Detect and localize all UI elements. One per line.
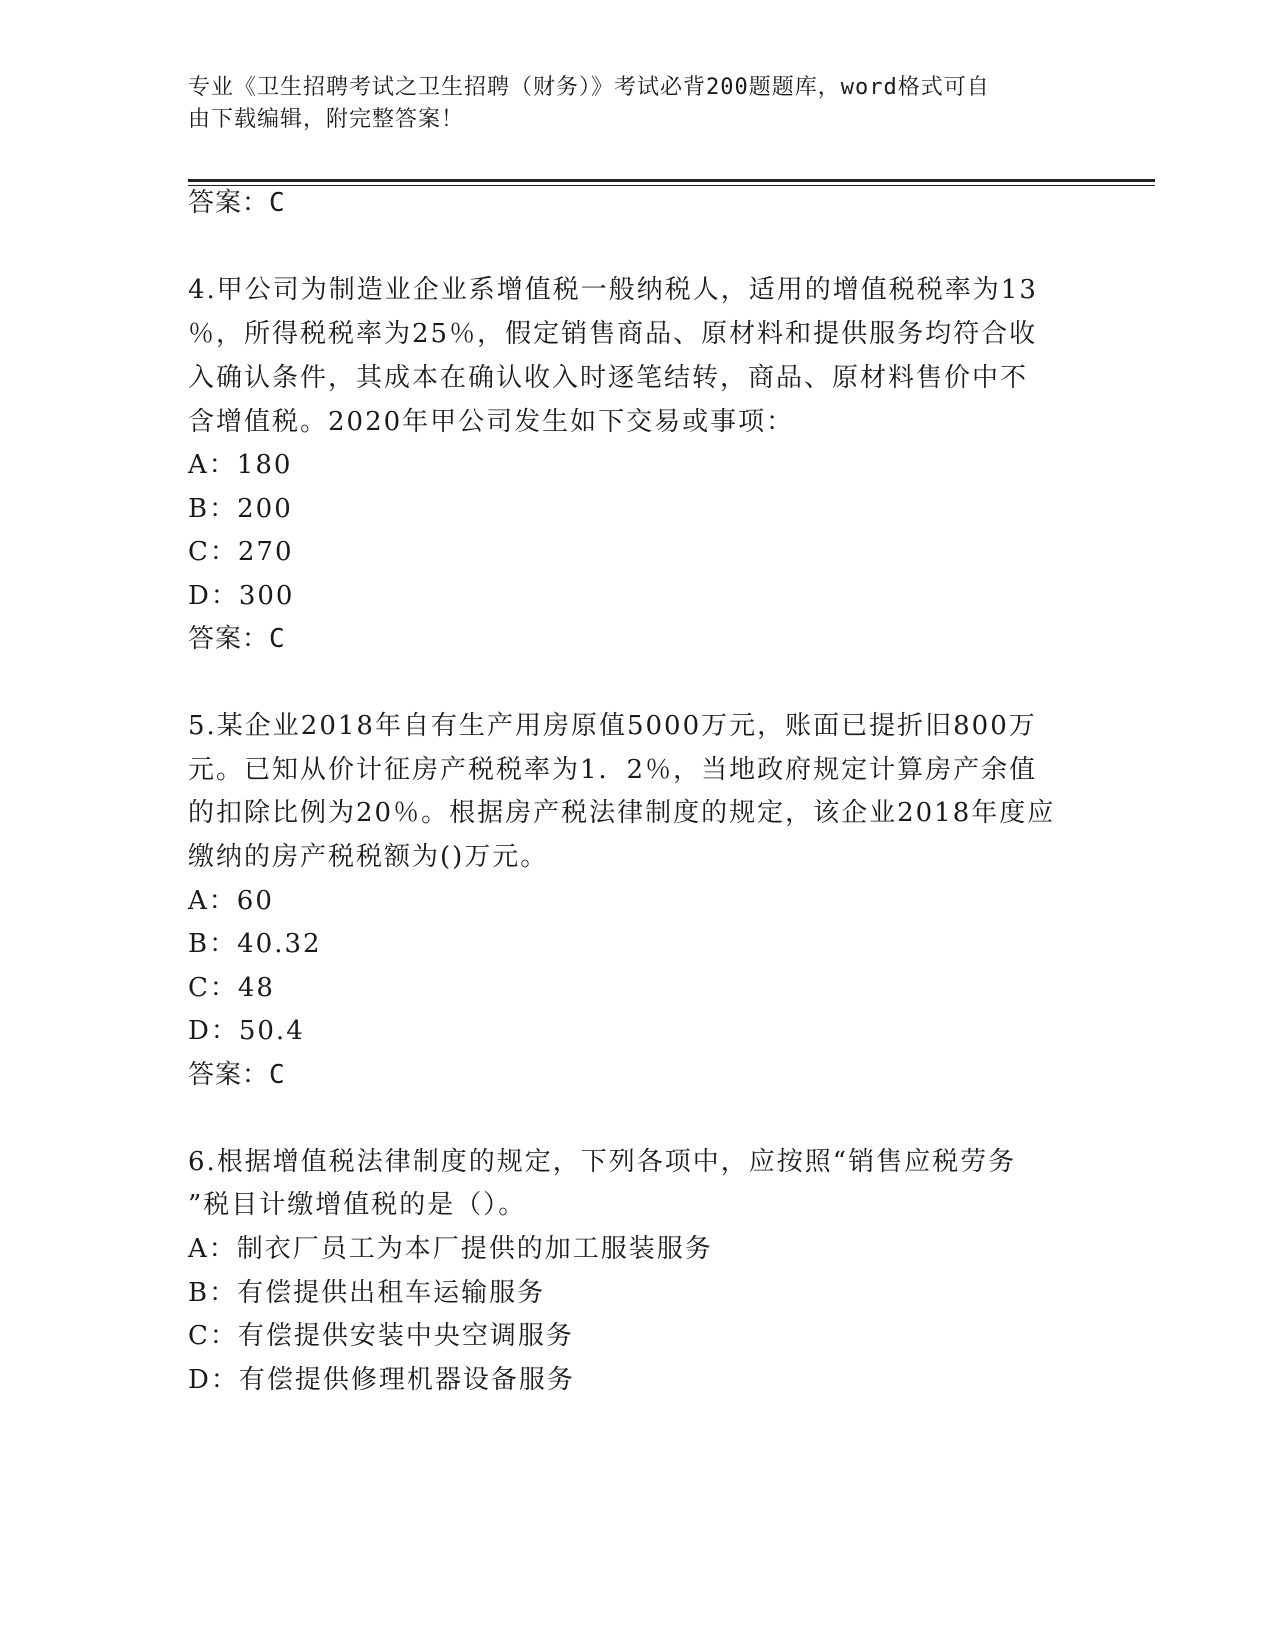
q5-answer: 答案：C — [188, 1060, 286, 1090]
q4-option-a: A：180 — [188, 450, 293, 480]
q4-option-d: D：300 — [188, 581, 295, 611]
q5-option-c: C：48 — [188, 973, 275, 1003]
q4-answer: 答案：C — [188, 624, 286, 654]
q5-option-a: A：60 — [188, 886, 274, 916]
q6-option-d: D：有偿提供修理机器设备服务 — [188, 1365, 575, 1395]
q6-stem-line-1: 6.根据增值税法律制度的规定，下列各项中，应按照“销售应税劳务 — [188, 1147, 1017, 1177]
q5-option-b: B：40.32 — [188, 929, 322, 959]
q4-option-b: B：200 — [188, 494, 293, 524]
answer-previous: 答案：C — [188, 188, 286, 218]
header-divider-thick — [188, 179, 1155, 182]
header-line-1: 专业《卫生招聘考试之卫生招聘（财务）》考试必背200题题库，word格式可自 — [188, 75, 990, 100]
q4-option-c: C：270 — [188, 537, 294, 567]
q4-stem-line-1: 4.甲公司为制造业企业系增值税一般纳税人，适用的增值税税率为13 — [188, 275, 1038, 305]
q6-option-c: C：有偿提供安装中央空调服务 — [188, 1321, 574, 1351]
q4-stem-line-2: ％，所得税税率为25％，假定销售商品、原材料和提供服务均符合收 — [188, 319, 1038, 349]
q6-stem-line-2: ”税目计缴增值税的是（）。 — [188, 1190, 527, 1220]
q4-stem-line-4: 含增值税。2020年甲公司发生如下交易或事项： — [188, 407, 795, 437]
q6-option-a: A：制衣厂员工为本厂提供的加工服装服务 — [188, 1234, 713, 1264]
q5-stem-line-2: 元。已知从价计征房产税税率为1．2％，当地政府规定计算房产余值 — [188, 755, 1038, 785]
header-line-2: 由下载编辑，附完整答案！ — [188, 107, 465, 132]
q5-stem-line-4: 缴纳的房产税税额为()万元。 — [188, 842, 549, 872]
q5-stem-line-3: 的扣除比例为20％。根据房产税法律制度的规定，该企业2018年度应 — [188, 798, 1056, 828]
document-header — [188, 72, 1088, 136]
header-divider-thin — [188, 185, 1155, 186]
q6-option-b: B：有偿提供出租车运输服务 — [188, 1278, 546, 1308]
q4-stem-line-3: 入确认条件，其成本在确认收入时逐笔结转，商品、原材料售价中不 — [188, 363, 1029, 393]
q5-option-d: D：50.4 — [188, 1016, 305, 1046]
q5-stem-line-1: 5.某企业2018年自有生产用房原值5000万元，账面已提折旧800万 — [188, 711, 1037, 741]
